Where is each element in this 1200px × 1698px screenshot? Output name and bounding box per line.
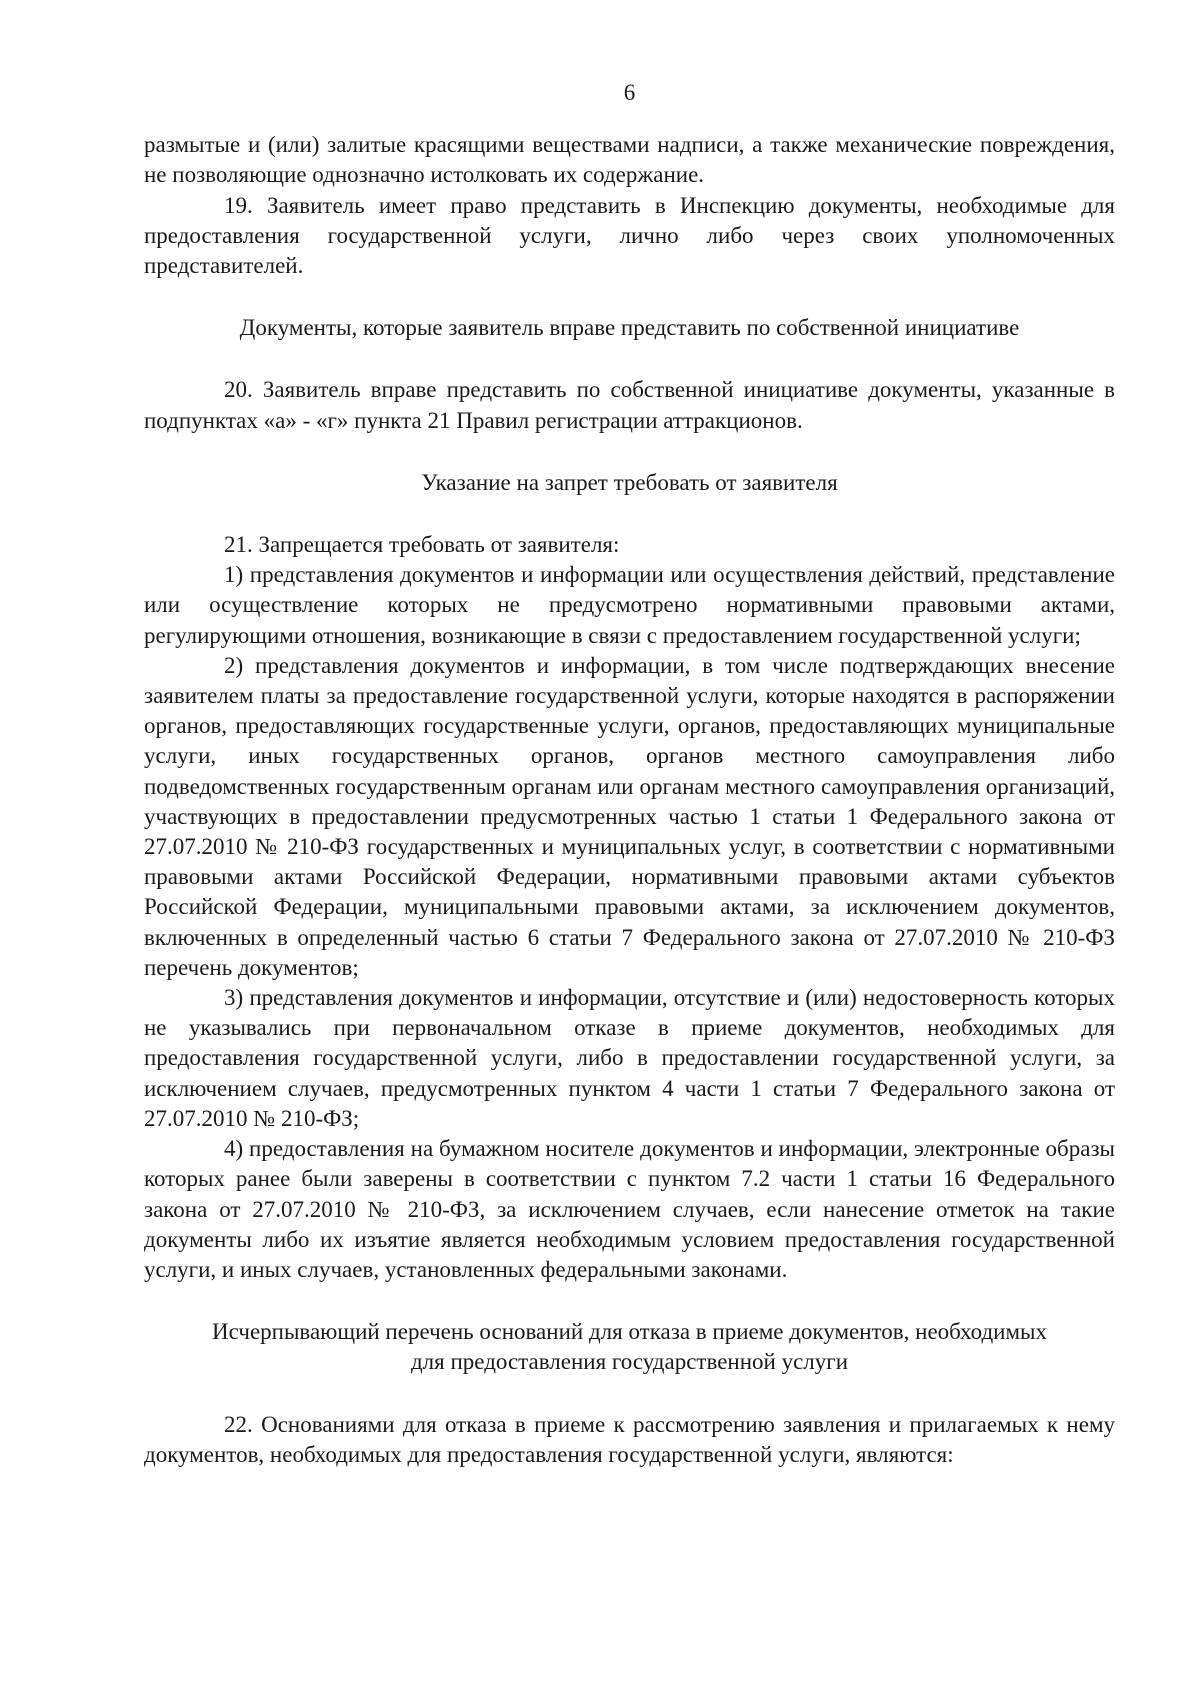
paragraph-22: 22. Основаниями для отказа в приеме к рассмотрению заявления и прилагаемых к нему документов, необходимых для предоставления государственной услуги, являются: [144,1411,1115,1467]
section-heading-refusal-line-2: для предоставления государственной услуги [410,1349,849,1375]
paragraph-21: 21. Запрещается требовать от заявителя: [224,532,620,558]
paragraph-19: 19. Заявитель имеет право представить в Инспекцию документы, необходимые для предоставления государственной услуги, лично либо через своих уполномоченных представителей. [144,192,1115,279]
paragraph-20: 20. Заявитель вправе представить по собственной инициативе документы, указанные в подпунктах «а» - «г» пункта 21 Правил регистрации аттракционов. [144,377,1115,433]
paragraph-continuation: размытые и (или) залитые красящими веществами надписи, а также механические повреждения, не позволяющие однозначно истолковать их содержание. [144,132,1115,188]
paragraph-21-item-2: 2) представления документов и информации, в том числе подтверждающих внесение заявителем платы за предоставление государственной услуги, которые находятся в распоряжении органов, предоставляющих государственные услуги, органов, предоставляющих муниципальные услуги, иных государственных органов, органов местного самоуправления либо подведомственных государственным органам или органам местного самоуправления организаций, участвующих в предоставлении предусмотренных частью 1 статьи 1 Федерального закона от 27.07.2010 № 210-ФЗ государственных и муниципальных услуг, в соответствии с нормативными правовыми актами Российской Федерации, нормативными правовыми актами субъектов Российской Федерации, муниципальными правовыми актами, за исключением документов, включенных в определенный частью 6 статьи 7 Федерального закона от 27.07.2010 № 210-ФЗ перечень документов; [144,652,1115,980]
section-heading-refusal-line-1: Исчерпывающий перечень оснований для отказа в приеме документов, необходимых [212,1319,1047,1345]
section-heading-own-initiative: Документы, которые заявитель вправе представить по собственной инициативе [239,315,1020,341]
page-number: 6 [623,80,636,105]
paragraph-21-item-4: 4) предоставления на бумажном носителе документов и информации, электронные образы которых ранее были заверены в соответствии с пунктом 7.2 части 1 статьи 16 Федерального закона от 27.07.2010 № 210-ФЗ, за исключением случаев, если нанесение отметок на такие документы либо их изъятие является необходимым условием предоставления государственной услуги, и иных случаев, установленных федеральными законами. [144,1136,1115,1282]
paragraph-21-item-3: 3) представления документов и информации, отсутствие и (или) недостоверность которых не указывались при первоначальном отказе в приеме документов, необходимых для предоставления государственной услуги, либо в предоставлении государственной услуги, за исключением случаев, предусмотренных пунктом 4 части 1 статьи 7 Федерального закона от 27.07.2010 № 210-ФЗ; [144,985,1115,1131]
section-heading-prohibition: Указание на запрет требовать от заявителя [421,469,838,495]
paragraph-21-item-1: 1) представления документов и информации или осуществления действий, представление или осуществление которых не предусмотрено нормативными правовыми актами, регулирующими отношения, возникающие в связи с предоставлением государственной услуги; [144,562,1115,648]
section-heading-refusal-grounds [134,1317,1125,1377]
